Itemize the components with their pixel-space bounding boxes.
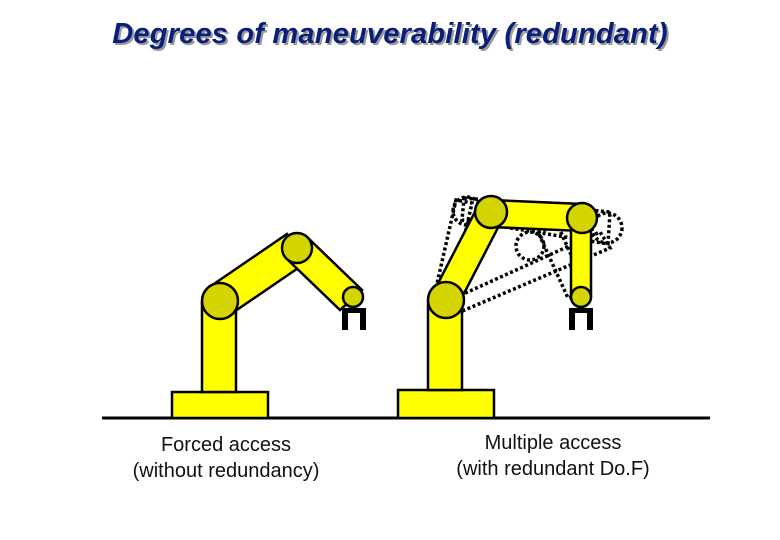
robot-left-shoulder-joint [202,283,238,319]
left-caption-line2: (without redundancy) [132,460,320,482]
robot-left-base [172,392,268,418]
robot-left-gripper [342,308,366,330]
robot-left [172,233,366,418]
robot-right-elbow-joint [475,196,507,228]
robot-left-elbow-joint [282,233,312,263]
robot-left-wrist-joint [343,287,363,307]
left-caption-line1: Forced access [160,434,292,456]
robot-right-shoulder-joint [428,282,464,318]
left-caption [66,432,386,484]
right-caption [393,430,713,482]
slide-title: Degrees of maneuverability (redundant) [112,18,668,50]
robot-right-gripper [569,308,593,330]
robot-right-base [398,390,494,418]
robot-right-forearm-joint [567,203,597,233]
robot-right [398,196,597,418]
right-caption-line2: (with redundant Do.F) [456,458,650,480]
robot-right-wrist-joint [571,287,591,307]
right-caption-line1: Multiple access [484,432,622,454]
